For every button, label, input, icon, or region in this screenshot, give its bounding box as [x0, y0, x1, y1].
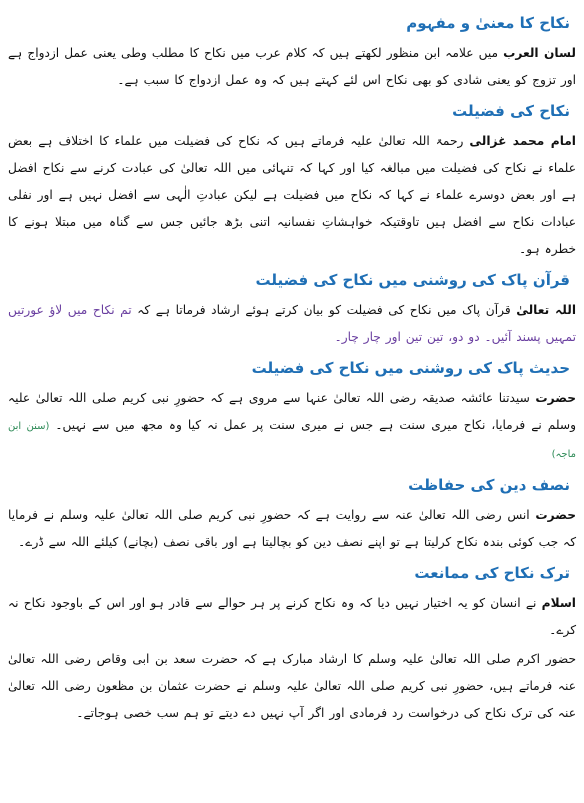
lead-word: امام محمد غزالی: [469, 134, 576, 148]
section-quran: [8, 269, 576, 351]
section-paragraph: [8, 590, 576, 644]
section-heading: نصف دین کی حفاظت: [408, 476, 570, 494]
lead-word: اللہ تعالیٰ: [516, 303, 576, 317]
paragraph-text: میں علامہ ابن منظور لکھتے ہیں کہ کلام عرب میں نکاح کا مطلب وطی یعنی عمل ازدواج ہے اور تزوج کو یعنی شادی کو بھی نکاح اس لئے کہتے ہیں کہ وہ عمل ازدواج کا سبب ہے۔: [8, 46, 576, 87]
reference-citation: (سنن ابن ماجہ): [8, 421, 576, 460]
section-prohibition: [8, 562, 576, 727]
paragraph-text: انس رضی اللہ تعالیٰ عنہ سے روایت ہے کہ حضورِ نبی کریم صلی اللہ تعالیٰ علیہ وسلم نے فرمایا کہ جب کوئی بندہ نکاح کرلیتا ہے تو اپنے نصف دین کو بچالیتا ہے اور باقی نصف (بچانے) کیلئے اللہ سے ڈرے۔: [8, 508, 576, 549]
lead-word: حضرت: [535, 391, 576, 405]
paragraph-text: قرآن پاک میں نکاح کی فضیلت کو بیان کرتے ہوئے ارشاد فرماتا ہے کہ: [131, 303, 517, 317]
section-paragraph: [8, 385, 576, 468]
section-half-faith: [8, 474, 576, 556]
section-paragraph: [8, 297, 576, 351]
lead-word: حضرت: [535, 508, 576, 522]
paragraph-text: سیدتنا عائشہ صدیقہ رضی اللہ تعالیٰ عنہا سے مروی ہے کہ حضورِ نبی کریم صلی اللہ تعالیٰ علیہ وسلم نے فرمایا، نکاح میری سنت ہے جس نے میری سنت پر عمل نہ کیا وہ مجھ میں سے نہیں۔: [8, 391, 577, 432]
section-heading: حدیث پاک کی روشنی میں نکاح کی فضیلت: [251, 359, 570, 377]
paragraph-text: نے انسان کو یہ اختیار نہیں دیا کہ وہ نکاح کرنے پر ہر حوالے سے قادر ہو اور اس کے باوجود نکاح نہ کرے۔: [8, 596, 576, 637]
section-virtue: [8, 100, 576, 263]
section-hadith: [8, 357, 576, 468]
section-heading: نکاح کا معنیٰ و مفہوم: [406, 14, 570, 32]
section-paragraph: [8, 502, 576, 556]
quran-verse: تم نکاح میں لاؤ عورتیں تمہیں پسند آئیں۔ دو دو، تین تین اور چار چار۔: [8, 303, 576, 344]
section-paragraph: [8, 128, 576, 263]
section-meaning: [8, 12, 576, 94]
section-heading: ترک نکاح کی ممانعت: [414, 564, 570, 582]
section-heading: قرآن پاک کی روشنی میں نکاح کی فضیلت: [255, 271, 570, 289]
lead-word: لسان العرب: [503, 46, 576, 60]
paragraph-text: رحمۃ اللہ تعالیٰ علیہ فرماتے ہیں کہ نکاح کی فضیلت میں علماء کا اختلاف ہے بعض علماء نے نکاح کی فضیلت میں مبالغہ کیا اور کہا کہ تنہائی میں اللہ تعالیٰ کی عبادت کرنے سے نکاح افضل ہے اور بعض دوسرے علماء نے کہا کہ نکاح میں فضیلت ہے لیکن عبادتِ الٰہی سے افضل نہیں ہے اور نفلی عبادات نکاح سے افضل ہیں تاوقتیکہ خواہشاتِ نفسانیہ اتنی بڑھ جائیں جس سے گناہ میں مبتلا ہونے کا خطرہ ہو۔: [8, 134, 576, 256]
section-paragraph: [8, 40, 576, 94]
section-paragraph-2: حضور اکرم صلی اللہ تعالیٰ علیہ وسلم کا ارشاد مبارک ہے کہ حضرت سعد بن ابی وقاص رضی اللہ تعالیٰ عنہ فرماتے ہیں، حضورِ نبی کریم صلی اللہ تعالیٰ علیہ وسلم نے حضرت عثمان بن مظعون رضی اللہ تعالیٰ عنہ کی ترک نکاح کی درخواست رد فرمادی اور اگر آپ نہیں دے دیتے تو ہم سب خصی ہوجاتے۔: [8, 652, 576, 720]
lead-word: اسلام: [541, 596, 576, 610]
section-heading: نکاح کی فضیلت: [452, 102, 570, 120]
